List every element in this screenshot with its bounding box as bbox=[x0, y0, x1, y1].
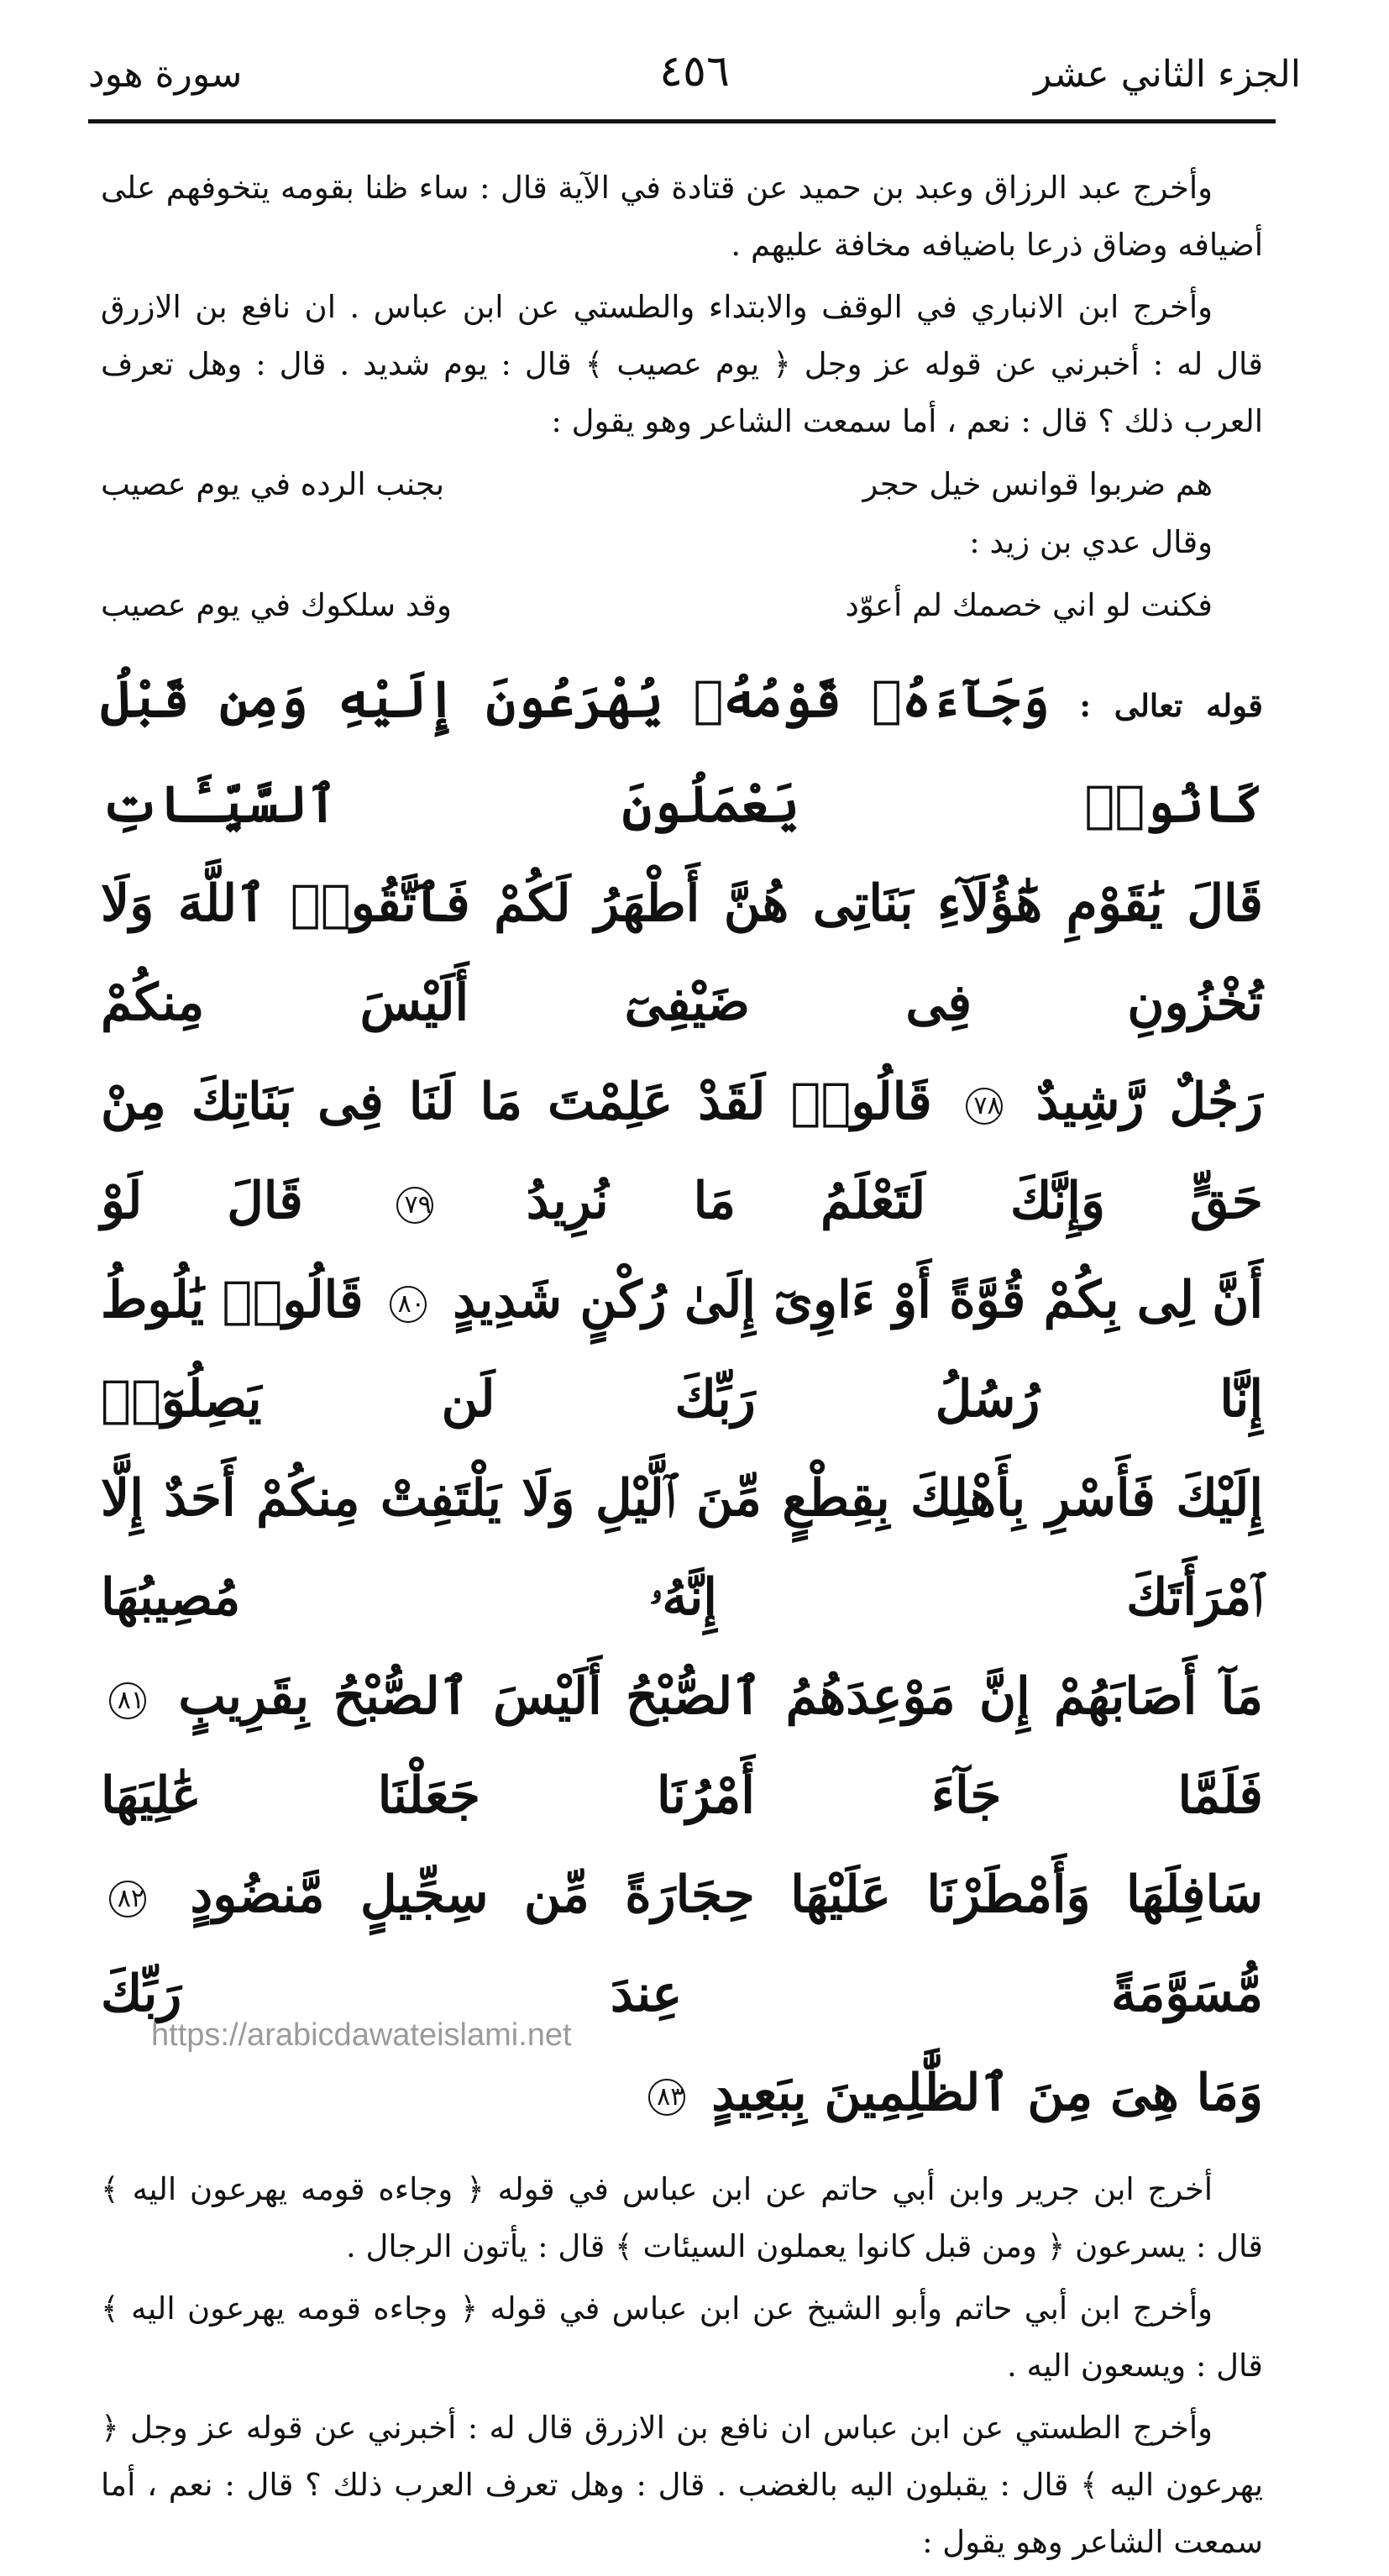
quran-text-6: أَنَّ لِى بِكُمْ قُوَّةً أَوْ ءَاوِىٓ إِلَىٰ رُكْنٍ شَدِيدٍ bbox=[453, 1271, 1264, 1330]
ayah-marker-82: ٨٢ bbox=[109, 1881, 146, 1918]
intro-adi-bin-zaid: وقال عدي بن زيد : bbox=[969, 524, 1213, 560]
quran-text-13: وَمَا هِىَ مِنَ ٱلظَّٰلِمِينَ بِبَعِيدٍ bbox=[711, 2064, 1263, 2122]
quran-intro: قوله تعالى : bbox=[1079, 687, 1263, 724]
quran-text-2: قَالَ يَٰقَوْمِ هَٰٓؤُلَآءِ بَنَاتِى هُنَّ أَطْهَرُ لَكُمْ فَٱتَّقُوا۟ ٱللَّهَ وَلَا تُخْزُونِ فِى ضَيْفِىٓ أَلَيْسَ مِنكُمْ bbox=[101, 874, 1263, 1032]
quran-passage bbox=[101, 650, 1263, 2143]
paragraph-ibn-jarir: أخرج ابن جرير وابن أبي حاتم عن ابن عباس في قوله ﴿ وجاءه قومه يهرعون اليه ﴾ قال : يسرعون ﴿ ومن قبل كانوا يعملون السيئات ﴾ قال : يأتون الرجال . bbox=[101, 2171, 1263, 2264]
page-body bbox=[101, 160, 1263, 2576]
paragraph-qatada: وأخرج عبد الرزاق وعبد بن حميد عن قتادة في الآية قال : ساء ظنا بقومه يتخوفهم على أضيافه وضاق ذرعا باضيافه مخافة عليهم . bbox=[101, 170, 1263, 263]
quran-text-11: سَافِلَهَا وَأَمْطَرْنَا عَلَيْهَا حِجَارَةً مِّن سِجِّيلٍ مَّنضُودٍ bbox=[190, 1865, 1264, 1924]
quran-line-8 bbox=[101, 2043, 1263, 2143]
verse-1-second-hemistich: بجنب الرده في يوم عصيب bbox=[101, 466, 445, 502]
quran-line-1 bbox=[101, 650, 1263, 854]
quran-line-6 bbox=[101, 1647, 1263, 1845]
quran-line-4 bbox=[101, 1251, 1263, 1449]
juz-title: الجزء الثاني عشر bbox=[1034, 53, 1301, 96]
running-head bbox=[88, 46, 1301, 105]
quran-text-9: مَآ أَصَابَهُمْ إِنَّ مَوْعِدَهُمُ ٱلصُّبْحُ أَلَيْسَ ٱلصُّبْحُ بِقَرِيبٍ bbox=[178, 1667, 1263, 1726]
page-number: ٤٥٦ bbox=[659, 46, 730, 97]
quran-text-12: مُّسَوَّمَةً عِندَ رَبِّكَ bbox=[101, 1965, 1263, 2023]
surah-title: سورة هود bbox=[88, 53, 243, 96]
ayah-marker-78: ٧٨ bbox=[966, 1088, 1003, 1125]
quran-line-3 bbox=[101, 1052, 1263, 1251]
verse-2-first-hemistich: فكنت لو اني خصمك لم أعوّد bbox=[845, 587, 1213, 623]
quran-text-4: قَالُوا۟ لَقَدْ عَلِمْتَ مَا لَنَا فِى بَنَاتِكَ مِنْ حَقٍّ وَإِنَّكَ لَتَعْلَمُ مَا نُرِيدُ bbox=[101, 1073, 1264, 1230]
paragraph-abu-sheikh: وأخرج ابن أبي حاتم وأبو الشيخ عن ابن عباس في قوله ﴿ وجاءه قومه يهرعون اليه ﴾ قال : ويسعون اليه . bbox=[101, 2290, 1263, 2384]
ayah-marker-83: ٨٣ bbox=[648, 2079, 685, 2116]
quran-line-7 bbox=[101, 1845, 1263, 2043]
ayah-marker-81: ٨١ bbox=[109, 1682, 146, 1719]
quran-text-1: وَجَآءَهُۥ قَوْمُهُۥ يُهْرَعُونَ إِلَيْهِ وَمِن قَبْلُ كَانُوا۟ يَعْمَلُونَ ٱلسَّيِّـَٔاتِ bbox=[101, 670, 1263, 834]
quran-text-5: قَالَ لَوْ bbox=[101, 1172, 303, 1230]
verse-1-first-hemistich: هم ضربوا قوانس خيل حجر bbox=[862, 466, 1213, 502]
paragraph-ibn-anbari: وأخرج ابن الانباري في الوقف والابتداء والطستي عن ابن عباس . ان نافع بن الازرق قال له : أخبرني عن قوله عز وجل ﴿ يوم عصيب ﴾ قال : يوم شديد . قال : وهل تعرف العرب ذلك ؟ قال : نعم ، أما سمعت الشاعر وهو يقول : bbox=[101, 289, 1263, 439]
verse-2-second-hemistich: وقد سلكوك في يوم عصيب bbox=[101, 587, 452, 623]
quran-line-2 bbox=[101, 854, 1263, 1052]
ayah-marker-80: ٨٠ bbox=[390, 1286, 427, 1323]
ayah-marker-79: ٧٩ bbox=[396, 1187, 433, 1224]
quran-text-7: قَالُوا۟ يَٰلُوطُ إِنَّا رُسُلُ رَبِّكَ لَن يَصِلُوٓا۟ bbox=[101, 1271, 1263, 1429]
quran-text-10: فَلَمَّا جَآءَ أَمْرُنَا جَعَلْنَا عَٰلِيَهَا bbox=[101, 1766, 1263, 1825]
quran-line-5 bbox=[101, 1449, 1263, 1647]
header-divider bbox=[88, 119, 1276, 123]
poetry-verse-2 bbox=[101, 576, 1263, 635]
paragraph-tasti: وأخرج الطستي عن ابن عباس ان نافع بن الازرق قال له : أخبرني عن قوله عز وجل ﴿ يهرعون اليه ﴾ قال : يقبلون اليه بالغضب . قال : وهل تعرف العرب ذلك ؟ قال : نعم ، أما سمعت الشاعر وهو يقول : bbox=[101, 2410, 1263, 2560]
quran-text-3: رَجُلٌ رَّشِيدٌ bbox=[1035, 1073, 1264, 1131]
quran-text-8: إِلَيْكَ فَأَسْرِ بِأَهْلِكَ بِقِطْعٍ مِّنَ ٱلَّيْلِ وَلَا يَلْتَفِتْ مِنكُمْ أَحَدٌ إِلَّا ٱمْرَأَتَكَ إِنَّهُۥ مُصِيبُهَا bbox=[101, 1469, 1263, 1627]
source-watermark: https://arabicdawateislami.net bbox=[151, 2017, 572, 2053]
poetry-verse-1 bbox=[101, 455, 1263, 514]
